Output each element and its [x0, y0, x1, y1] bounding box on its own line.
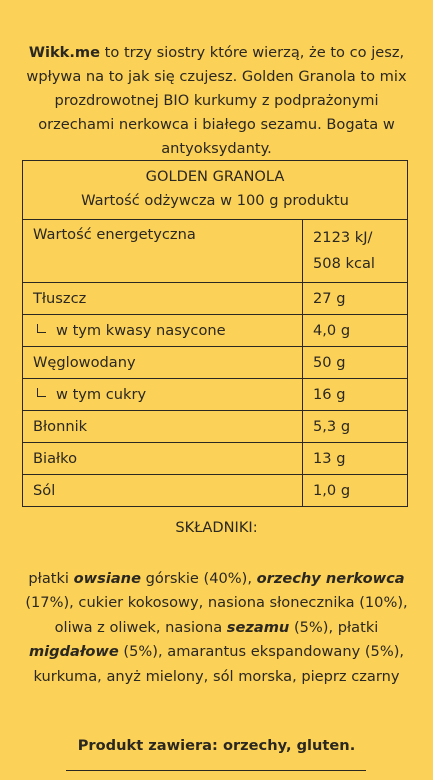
intro-paragraph [22, 41, 411, 161]
sub-item-elbow-icon [37, 388, 46, 397]
ingredient-text: (5%), amarantus ekspandowany (5%), kurkuma, anyż mielony, sól morska, pieprz czarny [33, 643, 405, 685]
table-row [23, 220, 408, 283]
row-name: Sól [23, 475, 303, 507]
ingredient-text: górskie (40%), [140, 569, 257, 587]
row-value: 50 g [303, 347, 408, 379]
ingredients-title: SKŁADNIKI: [175, 519, 258, 536]
ingredient-emphasis: migdałowe [28, 643, 119, 661]
ingredients-text [22, 567, 411, 690]
row-name: Wartość energetyczna [23, 220, 303, 283]
row-value: 1,0 g [303, 475, 408, 507]
table-row [23, 379, 408, 411]
row-name: Błonnik [23, 411, 303, 443]
row-name: Węglowodany [23, 347, 303, 379]
ingredient-emphasis: sezamu [226, 618, 290, 636]
ingredient-emphasis: owsiane [73, 569, 141, 587]
row-name-cell [23, 379, 303, 411]
nutrition-subtitle: Wartość odżywcza w 100 g produktu [81, 192, 349, 209]
ingredient-text: (17%), cukier kokosowy, nasiona słonecznika (10%), oliwa z oliwek, nasiona [25, 594, 408, 636]
row-name: Tłuszcz [23, 283, 303, 315]
table-row [23, 411, 408, 443]
nutrition-table [22, 219, 408, 507]
row-value: 5,3 g [303, 411, 408, 443]
allergen-notice: Produkt zawiera: orzechy, gluten. [77, 737, 356, 754]
row-value [303, 220, 408, 283]
row-name-cell [23, 315, 303, 347]
ingredient-text: (5%), płatki [289, 618, 379, 636]
nutrition-title: GOLDEN GRANOLA [145, 168, 285, 185]
value-line: 2123 kJ/ [313, 229, 373, 246]
brand-name: Wikk.me [28, 43, 101, 61]
table-row [23, 443, 408, 475]
nutrition-header [23, 161, 407, 219]
divider [66, 770, 366, 771]
intro-text: to trzy siostry które wierzą, że to co jesz, wpływa na to jak się czujesz. Golden Granola to mix prozdrowotnej BIO kurkumy z podprażonymi orzechami nerkowca i białego sezamu. Bogata w antyoksydanty. [26, 43, 407, 157]
row-value: 27 g [303, 283, 408, 315]
row-name: w tym kwasy nasycone [56, 322, 226, 339]
row-name: Białko [23, 443, 303, 475]
row-name: w tym cukry [56, 386, 147, 403]
value-line: 508 kcal [313, 255, 375, 272]
row-value: 16 g [303, 379, 408, 411]
row-value: 4,0 g [303, 315, 408, 347]
nutrition-box [22, 160, 408, 507]
table-row [23, 283, 408, 315]
table-row [23, 315, 408, 347]
sub-item-elbow-icon [37, 324, 46, 333]
table-row [23, 347, 408, 379]
ingredient-emphasis: orzechy nerkowca [256, 569, 405, 587]
row-value: 13 g [303, 443, 408, 475]
ingredient-text: płatki [28, 569, 74, 587]
table-row [23, 475, 408, 507]
